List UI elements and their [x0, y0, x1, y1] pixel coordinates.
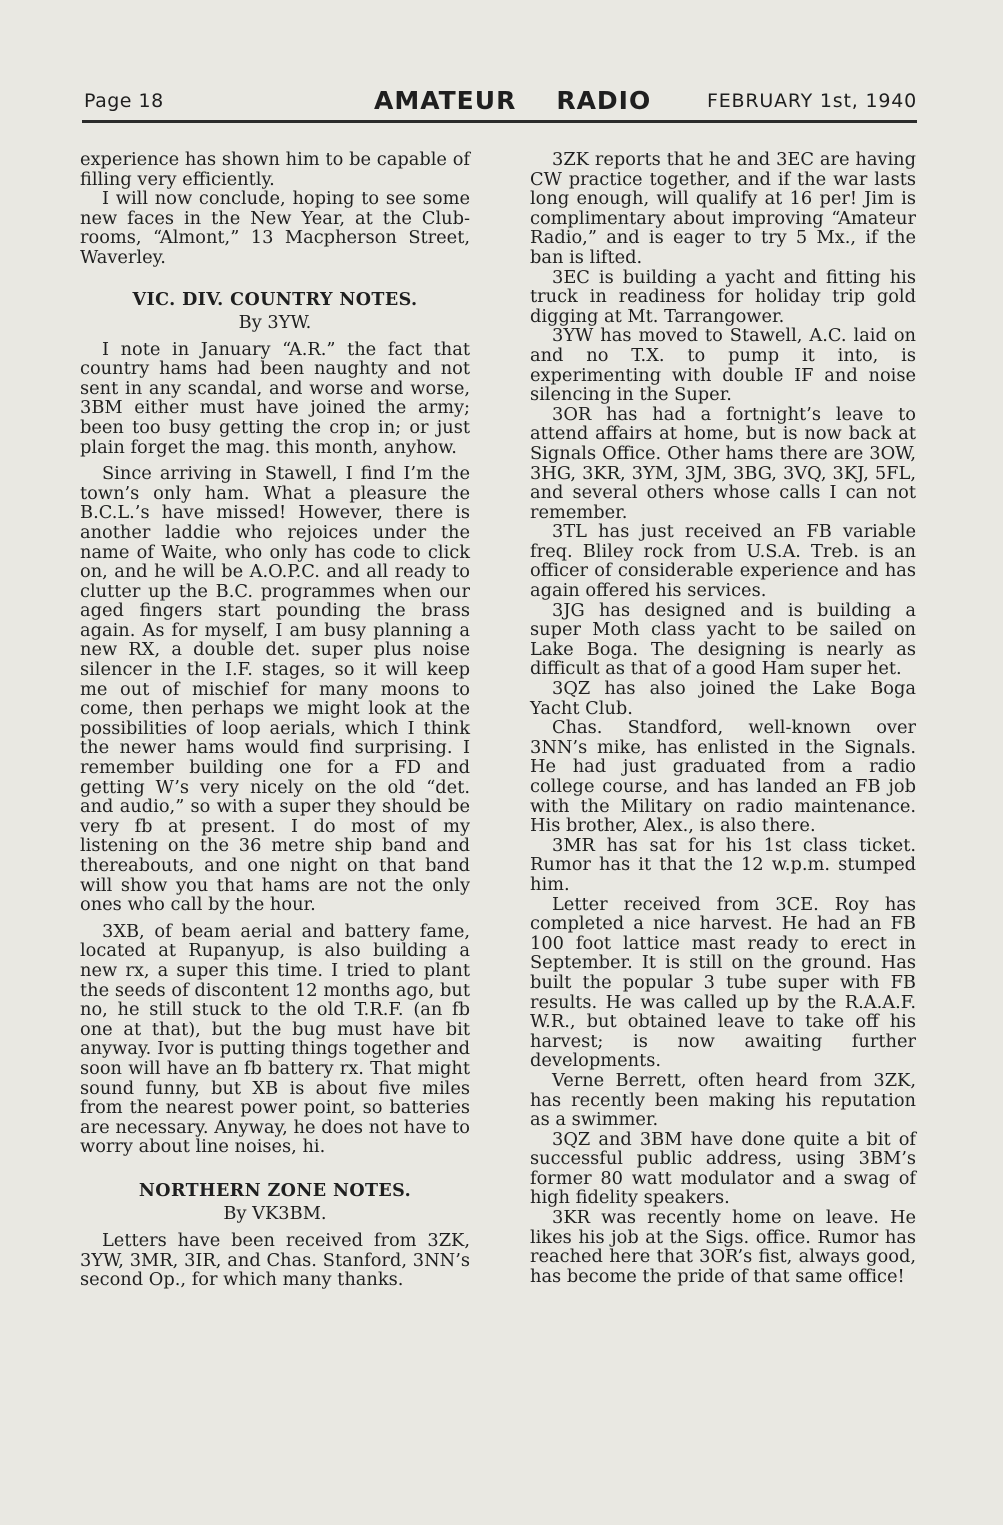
paragraph-intro-continued: experience has shown him to be capable of filling very efficiently. [80, 149, 470, 190]
page-number: Page 18 [84, 90, 164, 112]
issue-date: FEBRUARY 1st, 1940 [707, 90, 917, 112]
paragraph-right-13: 3KR was recently home on leave. He likes his job at the Sigs. office. Rumor has reached here that 3OR’s fist, always good, has become the pride of that same office! [530, 1207, 916, 1287]
paragraph-northern-1: Letters have been received from 3ZK, 3YW, 3MR, 3IR, and Chas. Stanford, 3NN’s second Op., for which many thanks. [80, 1229, 470, 1291]
section-heading-vic-div: VIC. DIV. COUNTRY NOTES. [132, 289, 418, 310]
section-byline-vic-div: By 3YW. [238, 311, 312, 333]
right-column [530, 150, 916, 1286]
section-heading-northern-zone: NORTHERN ZONE NOTES. [138, 1180, 412, 1201]
paragraph-right-8: Chas. Standford, well-known over 3NN’s mike, has enlisted in the Signals. He had just graduated from a radio college course, and has landed an FB job with the Military on radio maintenance. His brother, Alex., is also there. [530, 717, 916, 837]
magazine-title [374, 86, 651, 115]
paragraph-vic-3: 3XB, of beam aerial and battery fame, located at Rupanyup, is also building a new rx, a super this time. I tried to plant the seeds of discontent 12 months ago, but no, he still stuck to the old T.R.F. (an fb one at that), but the bug must have bit anyway. Ivor is putting things together and soon will have an fb battery rx. That might sound funny, but XB is about five miles from the nearest power point, so batteries are necessary. Anyway, he does not have to worry about line noises, hi. [80, 920, 470, 1158]
paragraph-right-5: 3TL has just received an FB variable freq. Bliley rock from U.S.A. Treb. is an officer of considerable experience and has again offered his services. [530, 521, 916, 602]
paragraph-right-9: 3MR has sat for his 1st class ticket. Rumor has it that the 12 w.p.m. stumped him. [530, 834, 916, 895]
paragraph-right-11: Verne Berrett, often heard from 3ZK, has recently been making his reputation as a swimmer. [530, 1069, 916, 1131]
paragraph-right-10: Letter received from 3CE. Roy has completed a nice harvest. He had an FB 100 foot lattice mast ready to erect in September. It is still on the ground. Has built the popular 3 tube super with FB results. He was called up by the R.A.A.F. W.R., but obtained leave to take off his harvest; is now awaiting further developments. [530, 893, 916, 1072]
paragraph-right-3: 3YW has moved to Stawell, A.C. laid on and no T.X. to pump it into, is experimenting with double IF and noise silencing in the Super. [530, 325, 916, 406]
title-word-amateur: AMATEUR [374, 86, 517, 115]
paragraph-right-4: 3OR has had a fortnight’s leave to attend affairs at home, but is now back at Signals Office. Other hams there are 3OW, 3HG, 3KR, 3YM, 3JM, 3BG, 3VQ, 3KJ, 5FL, and several others whose calls I can not remember. [530, 403, 916, 523]
paragraph-right-1: 3ZK reports that he and 3EC are having CW practice together, and if the war lasts long enough, will qualify at 16 per! Jim is complimentary about improving “Amateur Radio,” and is eager to try 5 Mx., if the ban is lifted. [530, 149, 916, 268]
section-byline-northern-zone: By VK3BM. [223, 1202, 327, 1224]
header-rule [82, 120, 917, 123]
paragraph-right-2: 3EC is building a yacht and fitting his truck in readiness for holiday trip gold digging at Mt. Tarrangower. [530, 266, 916, 327]
title-word-radio: RADIO [556, 86, 652, 115]
paragraph-vic-2: Since arriving in Stawell, I find I’m the town’s only ham. What a pleasure the B.C.L.’s have missed! However, there is another laddie who rejoices under the name of Waite, who only has code to click on, and he will be A.O.P.C. and all ready to clutter up the B.C. programmes when our aged fingers start pounding the brass again. As for myself, I am busy planning a new RX, a double det. super plus noise silencer in the I.F. stages, so it will keep me out of mischief for many moons to come, then perhaps we might look at the possibilities of loop aerials, which I think the newer hams would find surprising. I remember building one for a FD and getting W’s very nicely on the old “det. and audio,” so with a super they should be very fb at present. I do most of my listening on the 36 metre ship band and thereabouts, and one night on that band will show you that hams are not the only ones who call by the hour. [80, 463, 470, 916]
paragraph-intro-closing: I will now conclude, hoping to see some new faces in the New Year, at the Club-rooms, “Almont,” 13 Macpherson Street, Waverley. [80, 188, 470, 268]
paragraph-right-7: 3QZ has also joined the Lake Boga Yacht Club. [530, 678, 916, 719]
paragraph-right-12: 3QZ and 3BM have done quite a bit of successful public address, using 3BM’s former 80 watt modulator and a swag of high fidelity speakers. [530, 1128, 916, 1209]
paragraph-vic-1: I note in January “A.R.” the fact that country hams had been naughty and not sent in any scandal, and worse and worse, 3BM either must have joined the army; been too busy getting the crop in; or just plain forget the mag. this month, anyhow. [80, 338, 470, 458]
left-column [80, 150, 470, 1290]
paragraph-right-6: 3JG has designed and is building a super Moth class yacht to be sailed on Lake Boga. The designing is nearly as difficult as that of a good Ham super het. [530, 599, 916, 680]
page-header [82, 86, 917, 120]
